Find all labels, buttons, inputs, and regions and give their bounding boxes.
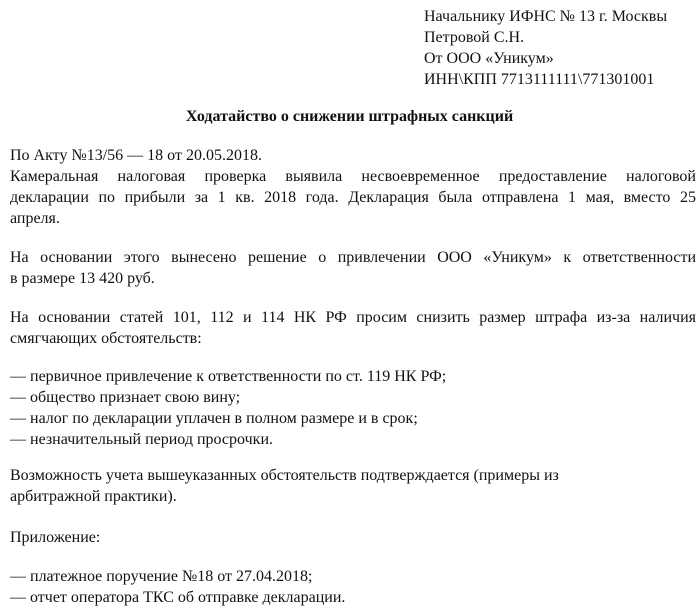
circumstances-list — [10, 366, 696, 450]
paragraph-request — [10, 307, 696, 349]
paragraph-line: На основании этого вынесено решение о привлечении ООО «Уникум» к ответственности — [10, 249, 696, 266]
addressee-inn-kpp: ИНН\КПП 7713111111\771301001 — [424, 71, 655, 88]
paragraph-line: в размере 13 420 руб. — [10, 270, 155, 287]
paragraph-decision — [10, 247, 696, 289]
attachment-heading-text: Приложение: — [10, 529, 101, 546]
paragraph-line: смягчающих обстоятельств: — [10, 330, 202, 347]
list-item: — незначительный период просрочки. — [10, 431, 273, 448]
paragraph-line: арбитражной практики). — [10, 488, 177, 505]
list-item: — налог по декларации уплачен в полном размере и в срок; — [10, 410, 418, 427]
paragraph-line: декларации по прибыли за 1 кв. 2018 года. Декларация была отправлена 1 мая, вместо 25 — [10, 189, 696, 206]
attachments-list — [10, 566, 696, 608]
paragraph-practice — [10, 465, 696, 507]
paragraph-line: апреля. — [10, 210, 60, 227]
paragraph-act — [10, 145, 696, 229]
list-item: — первичное привлечение к ответственности по ст. 119 НК РФ; — [10, 368, 447, 385]
addressee-recipient-name: Петровой С.Н. — [424, 29, 525, 46]
list-item: — платежное поручение №18 от 27.04.2018; — [10, 568, 313, 585]
paragraph-line: Возможность учета вышеуказанных обстоятельств подтверждается (примеры из — [10, 467, 559, 484]
paragraph-line: На основании статей 101, 112 и 114 НК РФ просим снизить размер штрафа из-за наличия — [10, 309, 696, 326]
paragraph-line: Камеральная налоговая проверка выявила несвоевременное предоставление налоговой — [10, 168, 696, 185]
attachment-heading — [10, 527, 696, 548]
addressee-recipient: Начальнику ИФНС № 13 г. Москвы — [424, 8, 668, 25]
list-item: — отчет оператора ТКС об отправке декларации. — [10, 589, 346, 606]
addressee-sender: От ООО «Уникум» — [424, 50, 554, 67]
document-title: Ходатайство о снижении штрафных санкций — [185, 108, 514, 125]
paragraph-line: По Акту №13/56 — 18 от 20.05.2018. — [10, 147, 262, 164]
list-item: — общество признает свою вину; — [10, 389, 241, 406]
addressee-block — [424, 6, 699, 90]
